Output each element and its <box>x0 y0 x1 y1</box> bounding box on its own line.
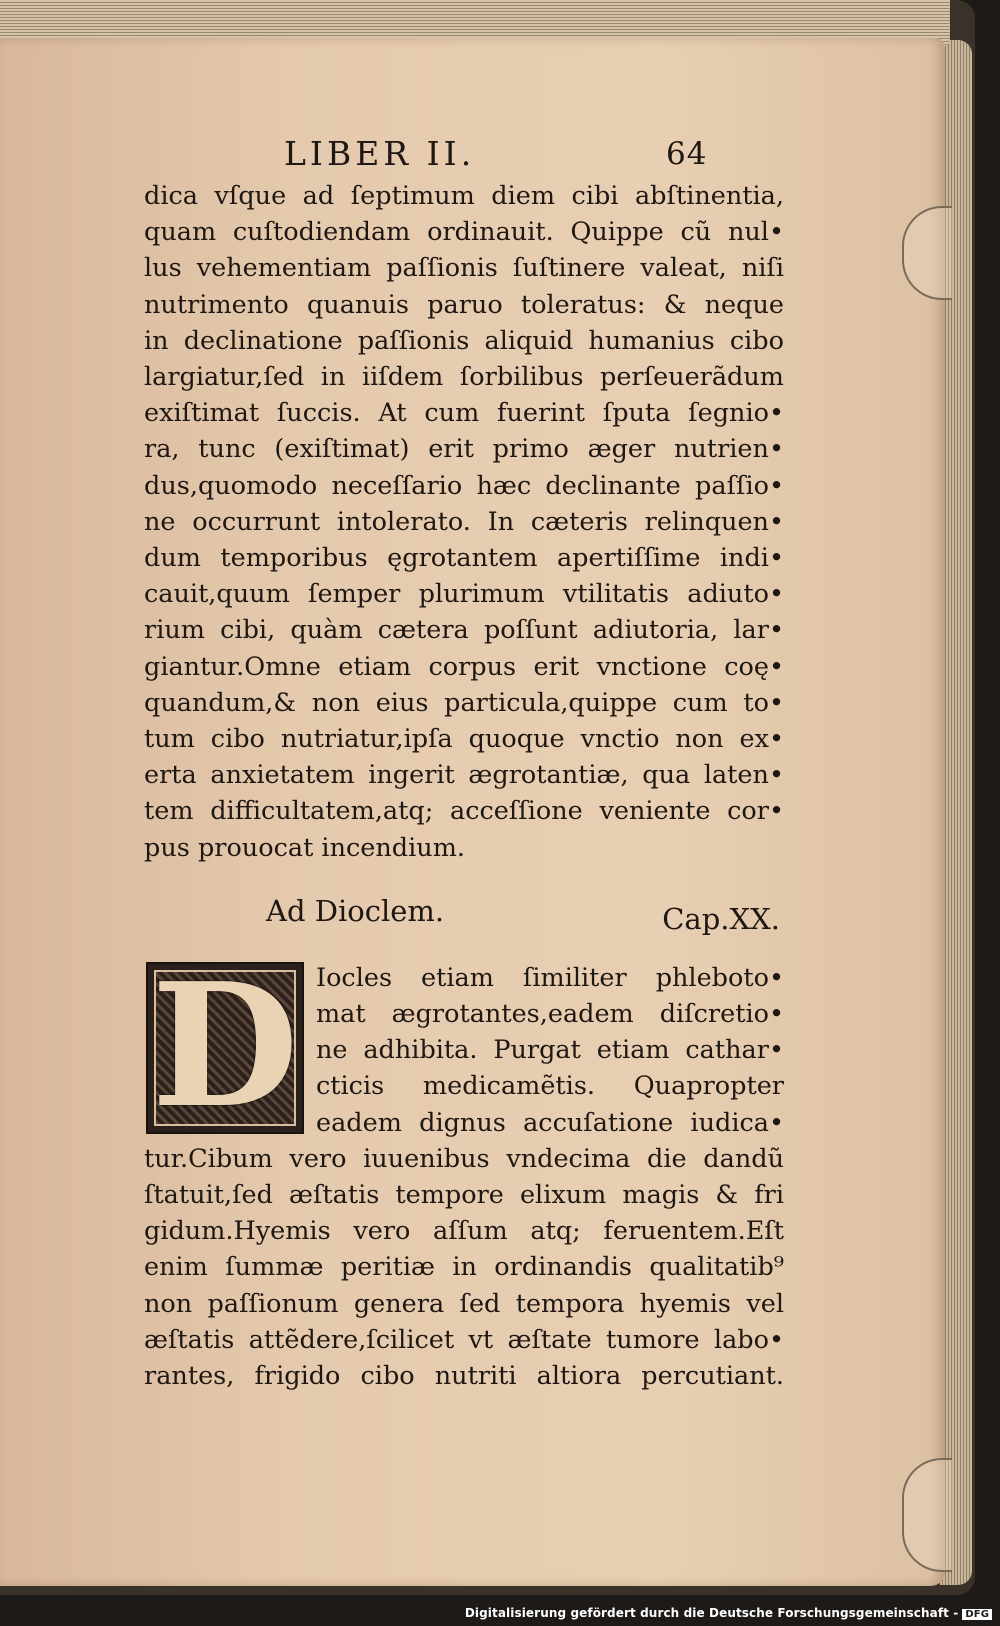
text-line: æſtatis attẽdere,ſcilicet vt æſtate tumore labo• <box>144 1324 784 1355</box>
text-line: mat ægrotantes,eadem diſcretio• <box>316 999 784 1030</box>
chapter-title: Ad Dioclem. <box>266 893 445 928</box>
page-number: 64 <box>666 136 708 172</box>
text-line: exiſtimat ſuccis. At cum fuerint ſputa ſegnio• <box>144 398 784 429</box>
text-line: pus prouocat incendium. <box>144 832 465 863</box>
text-line: cauit,quum ſemper plurimum vtilitatis adiuto• <box>144 579 784 610</box>
digitization-credit <box>465 1606 992 1620</box>
text-line: dica vſque ad ſeptimum diem cibi abſtinentia, <box>144 181 784 211</box>
text-line: ſtatuit,ſed æſtatis tempore elixum magis & fri <box>144 1180 784 1211</box>
text-line: erta anxietatem ingerit ægrotantiæ, qua laten• <box>144 760 784 791</box>
text-line: tum cibo nutriatur,ipſa quoque vnctio non ex• <box>144 724 784 755</box>
running-head-title: LIBER II. <box>284 134 476 173</box>
text-line: rantes, frigido cibo nutriti altiora percutiant. <box>144 1361 784 1392</box>
text-line: quam cuſtodiendam ordinauit. Quippe cũ nul• <box>144 217 784 248</box>
text-line: largiatur,ſed in iiſdem ſorbilibus perſeuerãdum <box>144 362 784 393</box>
page-tab-marker <box>902 206 952 300</box>
text-line: tem difficultatem,atq; acceſſione veniente cor• <box>144 796 784 827</box>
text-line: eadem dignus accuſatione iudica• <box>316 1107 784 1138</box>
text-line: lus vehementiam paſſionis ſuſtinere valeat, niſi <box>144 253 784 284</box>
text-line: rium cibi, quàm cætera poſſunt adiutoria, lar• <box>144 615 784 646</box>
text-line: cticis medicamẽtis. Quapropter <box>316 1071 784 1102</box>
chapter-heading <box>144 890 784 954</box>
page-text-block <box>144 130 784 1394</box>
text-line: gidum.Hyemis vero aſſum atq; feruentem.Eſt <box>144 1216 784 1247</box>
body-paragraph <box>144 178 784 866</box>
text-line: nutrimento quanuis paruo toleratus: & neque <box>144 289 784 320</box>
text-line: quandum,& non eius particula,quippe cum to• <box>144 687 784 718</box>
running-head <box>144 130 784 178</box>
initial-letter: D <box>151 945 299 1146</box>
text-line: giantur.Omne etiam corpus erit vnctione coę• <box>144 651 784 682</box>
text-line: tur.Cibum vero iuuenibus vndecima die dandũ <box>144 1143 784 1174</box>
digitization-note: Digitalisierung gefördert durch die Deutsche Forschungsgemeinschaft - <box>464 1606 959 1620</box>
chapter-paragraph <box>144 945 784 1394</box>
text-line: dus,quomodo neceſſario hæc declinante paſſio• <box>144 470 784 501</box>
chapter-number: Cap.XX. <box>662 901 780 936</box>
text-line: ne adhibita. Purgat etiam cathar• <box>316 1035 784 1066</box>
text-line: dum temporibus ęgrotantem apertiſſime indi• <box>144 543 784 574</box>
text-line: Iocles etiam ſimiliter phleboto• <box>316 962 784 993</box>
text-line: in declinatione paſſionis aliquid humanius cibo <box>144 325 784 356</box>
text-line: ne occurrunt intolerato. In cæteris relinquen• <box>144 506 784 537</box>
dfg-logo: DFG <box>962 1609 992 1620</box>
text-line: enim ſummæ peritiæ in ordinandis qualitatib⁹ <box>144 1252 784 1283</box>
text-line: ra, tunc (exiſtimat) erit primo æger nutrien• <box>144 434 784 465</box>
text-line: non paſſionum genera ſed tempora hyemis vel <box>144 1288 784 1319</box>
decorated-initial <box>146 945 304 1146</box>
page-tab-marker <box>902 1458 952 1572</box>
